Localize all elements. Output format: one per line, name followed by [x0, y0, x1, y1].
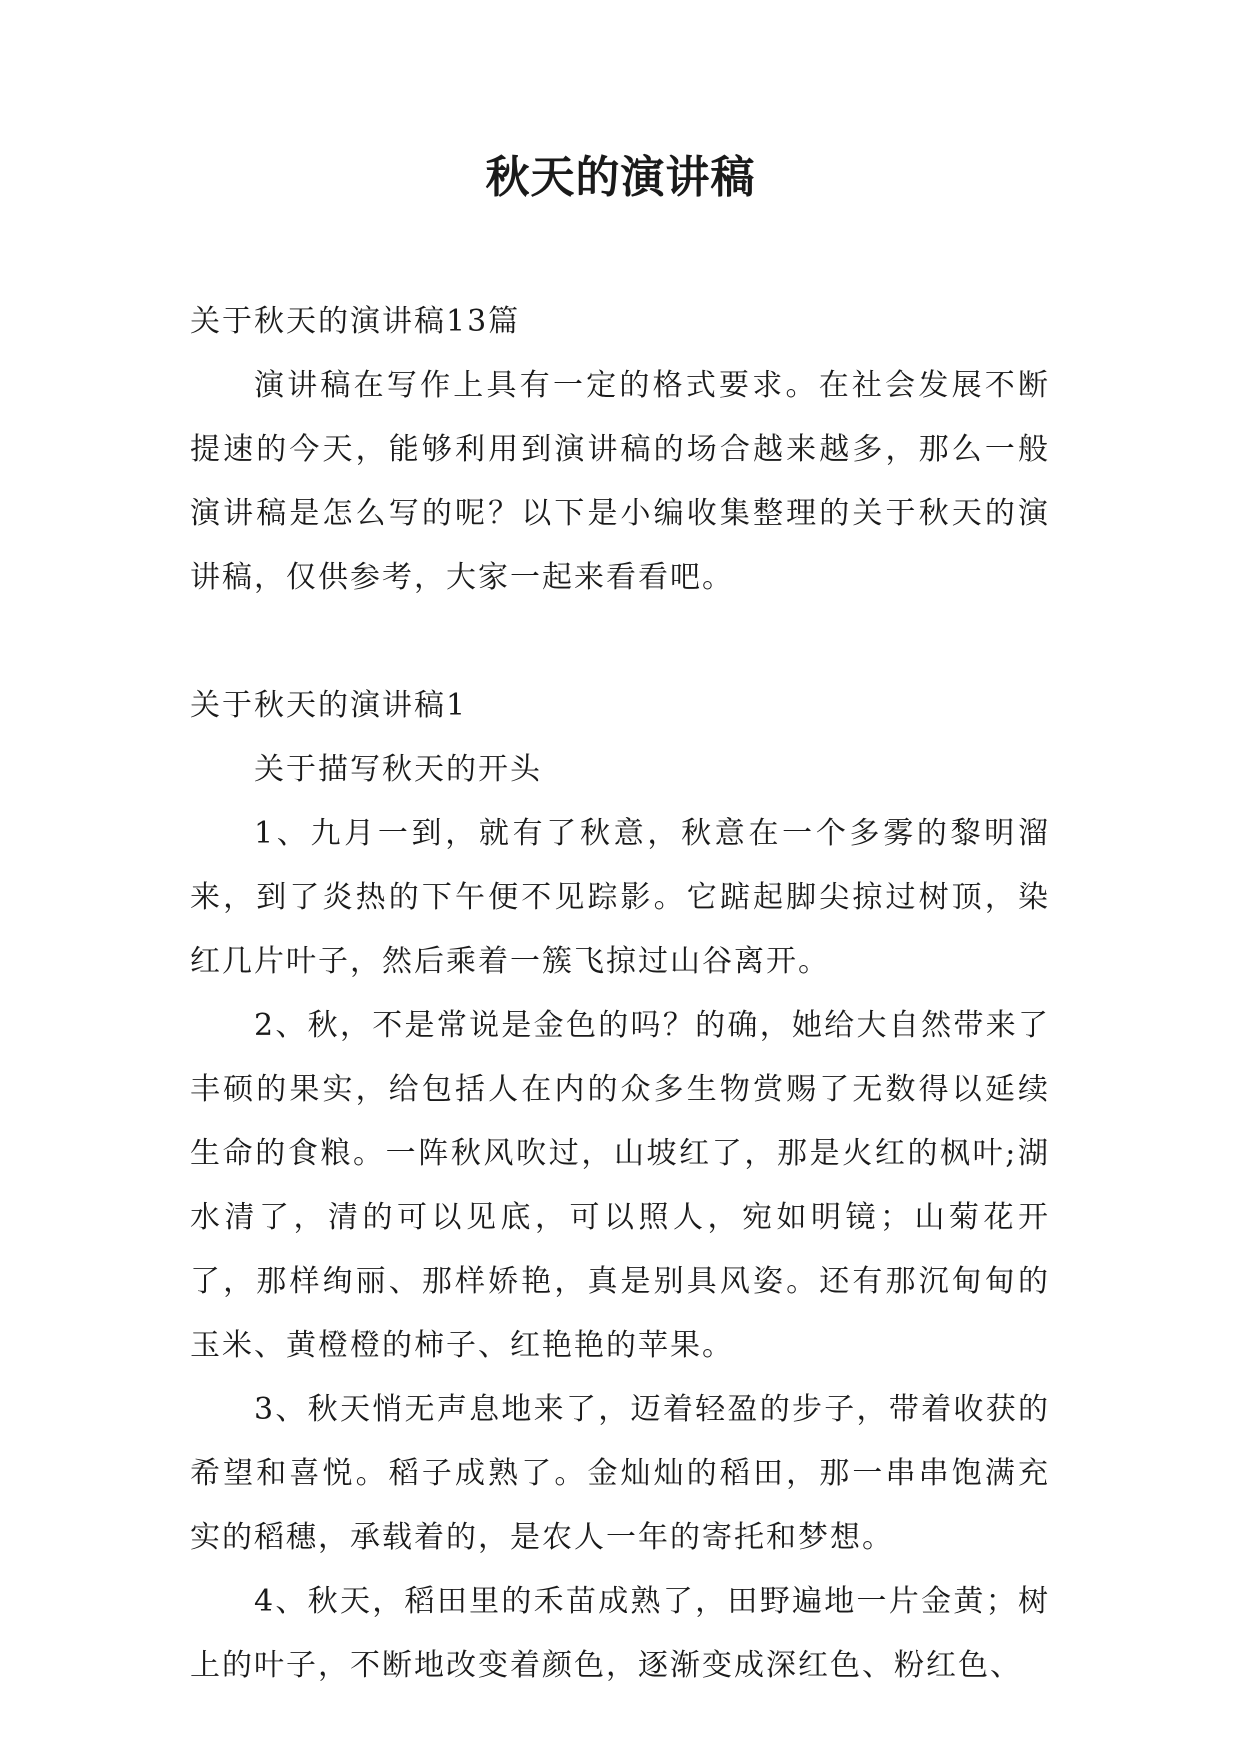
section-heading: 关于秋天的演讲稿1: [190, 688, 468, 723]
document-body: [190, 290, 1050, 1698]
document-title: 秋天的演讲稿: [485, 152, 756, 203]
section-heading: 关于秋天的演讲稿13篇: [190, 304, 521, 339]
blank-line: [190, 610, 1050, 674]
subheading-paragraph: 关于描写秋天的开头: [254, 752, 542, 787]
body-paragraph: 1、九月一到，就有了秋意，秋意在一个多雾的黎明溜来，到了炎热的下午便不见踪影。它踮起脚尖掠过树顶，染红几片叶子，然后乘着一簇飞掠过山谷离开。: [190, 816, 1050, 979]
body-paragraph: 3、秋天悄无声息地来了，迈着轻盈的步子，带着收获的希望和喜悦。稻子成熟了。金灿灿的稻田，那一串串饱满充实的稻穗，承载着的，是农人一年的寄托和梦想。: [190, 1392, 1050, 1555]
body-paragraph: 2、秋，不是常说是金色的吗？的确，她给大自然带来了丰硕的果实，给包括人在内的众多生物赏赐了无数得以延续生命的食粮。一阵秋风吹过，山坡红了，那是火红的枫叶;湖水清了，清的可以见底，可以照人，宛如明镜；山菊花开了，那样绚丽、那样娇艳，真是别具风姿。还有那沉甸甸的玉米、黄橙橙的柿子、红艳艳的苹果。: [190, 1008, 1050, 1363]
intro-paragraph: 演讲稿在写作上具有一定的格式要求。在社会发展不断提速的今天，能够利用到演讲稿的场合越来越多，那么一般演讲稿是怎么写的呢？以下是小编收集整理的关于秋天的演讲稿，仅供参考，大家一起来看看吧。: [190, 368, 1050, 595]
body-paragraph: 4、秋天，稻田里的禾苗成熟了，田野遍地一片金黄；树上的叶子，不断地改变着颜色，逐渐变成深红色、粉红色、: [190, 1584, 1050, 1683]
